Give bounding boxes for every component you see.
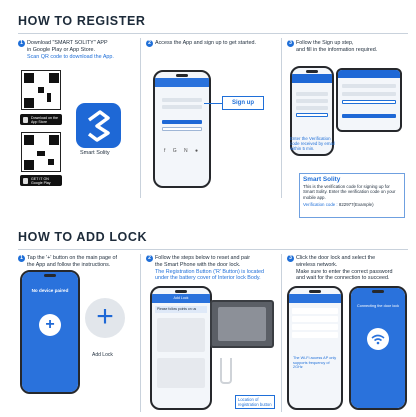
password-field[interactable]: [162, 105, 202, 109]
wifi-frequency-note: The Wi-Fi access AP only supports frequency of 2GHz: [293, 356, 337, 370]
apple-icon: [23, 117, 28, 123]
register-title: HOW TO REGISTER: [18, 14, 146, 28]
email-field[interactable]: [162, 98, 202, 102]
app-logo-icon[interactable]: [76, 103, 121, 148]
divider: [281, 38, 282, 198]
divider: [281, 254, 282, 412]
phone-wifi-list-screen: [287, 286, 343, 410]
add-lock-step2-text: 2 Follow the steps below to reset and pair the Smart Phone with the door lock. The Registration Button ('R' Button) is located under the battery cover of Interior lock Body.: [146, 255, 280, 282]
lock-illustration: [157, 318, 205, 352]
input-field[interactable]: [296, 99, 328, 103]
wifi-list-item[interactable]: [292, 324, 338, 330]
google-play-icon: [23, 178, 28, 184]
phone-signup-screen: [153, 70, 211, 188]
input-field[interactable]: [342, 84, 396, 88]
social-login-icons[interactable]: f G N ●: [164, 148, 202, 154]
lock-body-image: [210, 300, 274, 348]
confirm-button[interactable]: [342, 114, 396, 118]
register-divider: [18, 33, 408, 34]
wifi-list-item[interactable]: [292, 332, 338, 338]
phone-instruction-note: Please follow points on us: [155, 306, 207, 313]
divider: [140, 38, 141, 198]
add-lock-step1-text: 1 Tap the '+' button on the main page of the App and follow the instructions.: [18, 255, 140, 269]
input-field[interactable]: [296, 92, 328, 96]
register-step1-text: 1 Download "SMART SOLITY" APP in Google Play or App Store. Scan QR code to download the App.: [18, 40, 140, 60]
google-play-badge[interactable]: GET IT ON Google Play: [20, 175, 62, 186]
input-field[interactable]: [296, 106, 328, 110]
battery-cover-icon: [220, 358, 232, 384]
phone-main-screen: [20, 270, 80, 394]
email-box-code: Verification code : 822977(Example): [303, 202, 374, 208]
qr-code-google-play: [21, 132, 61, 172]
add-lock-step3-text: 3 Click the door lock and select the wireless network. Make sure to enter the correct password and wait for the connection to succeed.: [287, 255, 413, 282]
lock-illustration: [157, 358, 205, 388]
app-header: [292, 74, 332, 83]
register-step2-text: 2 Access the App and sign up to get started.: [146, 40, 280, 47]
verification-code-field[interactable]: [296, 113, 328, 117]
step-number: 3: [287, 40, 294, 47]
step-number: 2: [146, 255, 153, 262]
step-number: 3: [287, 255, 294, 262]
phone-zoom-screen: [336, 68, 402, 132]
verification-note: Enter the Verification code received by email within 5 min.: [290, 136, 335, 152]
phone-add-lock-screen: [150, 286, 212, 410]
wifi-list-item[interactable]: [292, 308, 338, 314]
register-step3-text: 3 Follow the Sign up step, and fill in the information required.: [287, 40, 413, 54]
add-lock-header: Add Lock: [152, 294, 210, 303]
step-number: 1: [18, 40, 25, 47]
app-header: [155, 78, 209, 87]
app-name-label: Smart Solity: [80, 150, 110, 156]
callout-connector: [204, 103, 224, 104]
app-store-badge[interactable]: Download on the App Store: [20, 114, 62, 125]
add-lock-title: HOW TO ADD LOCK: [18, 230, 148, 244]
email-box-title: Smart Solity: [303, 176, 341, 183]
connecting-label: Connecting the door lock: [356, 304, 399, 308]
add-lock-label: Add Lock: [92, 352, 113, 358]
phone-connecting-screen: [349, 286, 407, 410]
app-header: [338, 70, 400, 78]
divider: [140, 254, 141, 412]
step-number: 1: [18, 255, 25, 262]
qr-code-app-store: [21, 70, 61, 110]
verification-code-field[interactable]: [342, 100, 396, 104]
no-device-label: No device paired: [31, 288, 69, 293]
verification-email-box: [299, 173, 405, 218]
add-device-plus-icon[interactable]: +: [39, 314, 61, 336]
wifi-list-item[interactable]: [292, 316, 338, 322]
login-button[interactable]: [162, 120, 202, 124]
step-number: 2: [146, 40, 153, 47]
wifi-icon: [367, 328, 389, 350]
add-lock-plus-icon[interactable]: +: [85, 298, 125, 338]
app-header: [289, 294, 341, 303]
input-field[interactable]: [342, 92, 396, 96]
registration-button-location: Location of registration button: [235, 395, 275, 409]
add-lock-divider: [18, 249, 408, 250]
email-box-text: This is the verification code for signing up for Smart Solity. Enter the verification code on your mobile app.: [303, 184, 396, 200]
signup-button[interactable]: [162, 127, 202, 131]
signup-callout: Sign up: [222, 96, 264, 110]
